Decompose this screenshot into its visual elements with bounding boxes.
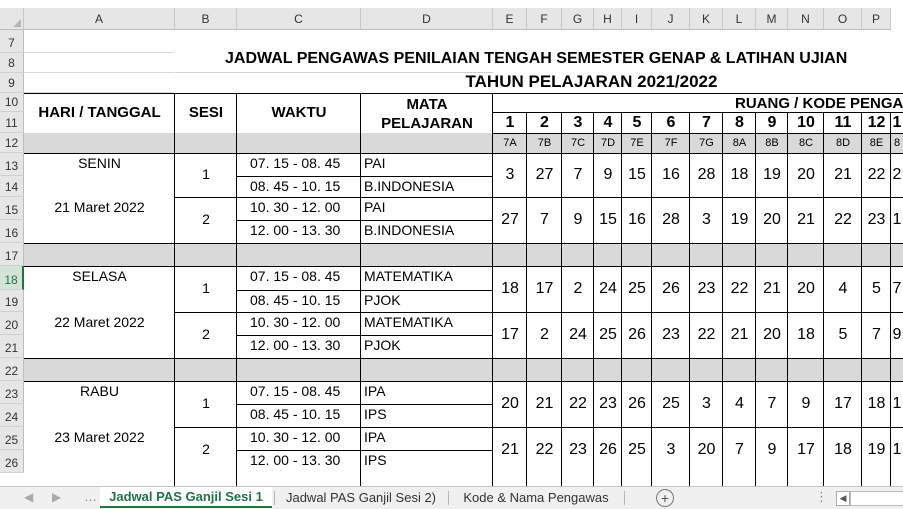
header-sesi: SESI: [188, 104, 224, 121]
table-border: [237, 404, 493, 405]
proctor-code: 26: [628, 326, 646, 343]
room-code: 8C: [798, 137, 814, 149]
proctor-code: 2: [540, 326, 549, 343]
subject-name: IPS: [364, 452, 387, 468]
proctor-code: 5: [872, 280, 881, 297]
proctor-code: 23: [867, 211, 886, 228]
room-code: 7A: [503, 137, 517, 149]
table-border: [861, 112, 862, 486]
proctor-code: 25: [599, 326, 617, 343]
table-border: [561, 112, 562, 486]
proctor-code: 17: [501, 326, 519, 343]
proctor-code: 9: [801, 395, 811, 412]
column-header-M[interactable]: M: [756, 8, 788, 30]
row-header-24[interactable]: 24: [0, 404, 24, 427]
time-slot: 07. 15 - 08. 45: [250, 268, 341, 284]
gridline: [24, 52, 174, 53]
proctor-code: 1: [892, 211, 902, 228]
subject-name: B.INDONESIA: [364, 178, 455, 194]
gridline: [24, 72, 174, 73]
room-number: 9: [767, 114, 777, 131]
column-header-A[interactable]: A: [24, 8, 175, 30]
proctor-code: 2: [892, 166, 902, 183]
room-code: 7F: [664, 137, 678, 149]
scroll-next-sheet-icon[interactable]: ▶: [52, 490, 62, 504]
proctor-code: 20: [697, 441, 716, 458]
subject-name: B.INDONESIA: [364, 222, 455, 238]
proctor-code: 15: [599, 211, 617, 228]
proctor-code: 25: [628, 441, 646, 458]
proctor-code: 9: [573, 211, 583, 228]
subject-name: IPS: [364, 406, 387, 422]
session-number: 1: [202, 395, 210, 411]
column-header-O[interactable]: O: [824, 8, 862, 30]
room-code: 7D: [600, 137, 616, 149]
proctor-code: 1: [892, 441, 902, 458]
row-header-7[interactable]: 7: [0, 30, 24, 53]
row-header-12[interactable]: 12: [0, 133, 24, 153]
tab-separator: [624, 491, 625, 505]
header-waktu: WAKTU: [271, 104, 327, 121]
subject-name: MATEMATIKA: [364, 268, 453, 284]
horizontal-scroll-left-icon[interactable]: ◀: [836, 491, 850, 506]
table-border: [24, 358, 903, 359]
table-border: [24, 266, 903, 267]
time-slot: 07. 15 - 08. 45: [250, 155, 341, 171]
proctor-code: 19: [867, 441, 886, 458]
proctor-code: 19: [763, 166, 781, 183]
proctor-code: 4: [735, 395, 744, 412]
column-header-L[interactable]: L: [723, 8, 756, 30]
column-header-F[interactable]: F: [527, 8, 562, 30]
row-header-18[interactable]: 18: [0, 266, 24, 290]
tab-overflow-ellipsis[interactable]: …: [84, 489, 97, 504]
room-number: 12: [867, 114, 886, 131]
proctor-code: 21: [763, 280, 781, 297]
time-slot: 10. 30 - 12. 00: [250, 314, 341, 330]
proctor-code: 9: [767, 441, 777, 458]
proctor-code: 28: [662, 211, 680, 228]
column-header-C[interactable]: C: [237, 8, 361, 30]
proctor-code: 18: [834, 441, 852, 458]
column-header-P[interactable]: P: [862, 8, 891, 30]
proctor-code: 9: [603, 166, 613, 183]
row-header-22[interactable]: 22: [0, 358, 24, 381]
proctor-code: 21: [535, 395, 554, 412]
time-slot: 12. 00 - 13. 30: [250, 337, 341, 353]
title-line2: TAHUN PELAJARAN 2021/2022: [465, 72, 718, 91]
proctor-code: 21: [797, 211, 815, 228]
session-number: 2: [202, 326, 210, 342]
sheet-tab[interactable]: Jadwal PAS Ganjil Sesi 2): [285, 490, 437, 505]
proctor-code: 22: [697, 326, 716, 343]
proctor-code: 26: [662, 280, 680, 297]
tab-separator: [274, 491, 275, 505]
room-code: 8A: [732, 137, 747, 149]
proctor-code: 2: [573, 280, 583, 297]
proctor-code: 18: [867, 395, 886, 412]
table-border: [175, 312, 903, 313]
proctor-code: 17: [535, 280, 554, 297]
row-header-13[interactable]: 13: [0, 153, 24, 176]
proctor-code: 22: [867, 166, 886, 183]
proctor-code: 20: [797, 280, 815, 297]
table-border: [823, 112, 824, 486]
proctor-code: 3: [666, 441, 676, 458]
column-header-B[interactable]: B: [175, 8, 237, 30]
row-header-11[interactable]: 11: [0, 112, 24, 133]
time-slot: 07. 15 - 08. 45: [250, 383, 341, 399]
table-border: [24, 153, 903, 154]
table-border: [621, 112, 622, 486]
proctor-code: 4: [838, 280, 848, 297]
day-name: RABU: [80, 383, 119, 399]
room-number: 6: [666, 114, 676, 131]
proctor-code: 28: [697, 166, 716, 183]
proctor-code: 9: [892, 326, 902, 343]
row-header-19[interactable]: 19: [0, 290, 24, 312]
table-border: [237, 450, 493, 451]
proctor-code: 7: [767, 395, 777, 412]
table-border: [237, 176, 493, 177]
title-line1: JADWAL PENGAWAS PENILAIAN TENGAH SEMESTER GENAP & LATIHAN UJIAN: [225, 50, 848, 67]
day-date: 22 Maret 2022: [54, 314, 145, 330]
sheet-tab-bar: [0, 486, 903, 509]
proctor-code: 16: [662, 166, 680, 183]
row-header-14[interactable]: 14: [0, 176, 24, 197]
sheet-tab[interactable]: Jadwal PAS Ganjil Sesi 1: [100, 487, 272, 508]
add-sheet-icon[interactable]: +: [656, 489, 674, 507]
room-code: 8D: [835, 137, 851, 149]
proctor-code: 26: [628, 395, 646, 412]
proctor-code: 3: [702, 211, 711, 228]
table-border: [689, 112, 690, 486]
subject-name: MATEMATIKA: [364, 314, 453, 330]
room-code: 8: [893, 137, 901, 149]
row-header-10[interactable]: 10: [0, 93, 24, 112]
proctor-code: 25: [662, 395, 680, 412]
separator-band: [24, 358, 903, 381]
proctor-code: 21: [730, 326, 749, 343]
row-header-20[interactable]: 20: [0, 312, 24, 335]
proctor-code: 7: [735, 441, 744, 458]
header-pelajaran: PELAJARAN: [381, 115, 473, 132]
room-number: 8: [735, 114, 744, 131]
proctor-code: 24: [569, 326, 587, 343]
proctor-code: 20: [763, 326, 781, 343]
row-header-23[interactable]: 23: [0, 381, 24, 404]
table-border: [722, 112, 723, 486]
table-border: [890, 112, 891, 486]
proctor-code: 23: [599, 395, 617, 412]
subject-name: PAI: [364, 155, 386, 171]
day-name: SENIN: [78, 155, 121, 171]
proctor-code: 18: [501, 280, 519, 297]
column-header-J[interactable]: J: [652, 8, 690, 30]
room-number: 4: [603, 114, 613, 131]
proctor-code: 22: [730, 280, 749, 297]
subject-name: PJOK: [364, 292, 401, 308]
room-number: 1: [892, 114, 902, 131]
row-header-21[interactable]: 21: [0, 335, 24, 358]
proctor-code: 18: [797, 326, 815, 343]
row-header-25[interactable]: 25: [0, 427, 24, 450]
room-number: 10: [797, 114, 815, 131]
row-header-15[interactable]: 15: [0, 197, 24, 220]
table-border: [175, 427, 903, 428]
proctor-code: 23: [697, 280, 716, 297]
column-header-K[interactable]: K: [690, 8, 723, 30]
proctor-code: 17: [834, 395, 852, 412]
proctor-code: 22: [535, 441, 554, 458]
row-header-16[interactable]: 16: [0, 220, 24, 243]
proctor-code: 19: [730, 211, 749, 228]
proctor-code: 24: [599, 280, 617, 297]
proctor-code: 21: [501, 441, 519, 458]
proctor-code: 17: [797, 441, 815, 458]
room-code: 7B: [537, 137, 552, 149]
header-mata: MATA: [406, 96, 448, 113]
proctor-code: 1: [892, 395, 902, 412]
subject-name: PAI: [364, 199, 386, 215]
proctor-code: 7: [573, 166, 583, 183]
room-code: 7C: [570, 137, 586, 149]
row-header-26[interactable]: 26: [0, 450, 24, 473]
column-header-H[interactable]: H: [594, 8, 622, 30]
room-number: 1: [505, 114, 515, 131]
time-slot: 10. 30 - 12. 00: [250, 429, 341, 445]
session-number: 1: [202, 280, 210, 296]
subject-name: IPA: [364, 383, 386, 399]
time-slot: 12. 00 - 13. 30: [250, 452, 341, 468]
table-border: [755, 112, 756, 486]
time-slot: 10. 30 - 12. 00: [250, 199, 341, 215]
proctor-code: 16: [628, 211, 646, 228]
room-number: 7: [702, 114, 711, 131]
column-header-N[interactable]: N: [788, 8, 824, 30]
scroll-first-sheet-icon[interactable]: ◀: [24, 490, 34, 504]
proctor-code: 23: [662, 326, 680, 343]
table-border: [526, 112, 527, 486]
table-border: [24, 93, 903, 94]
room-code: 8B: [765, 137, 779, 149]
room-number: 11: [834, 114, 852, 131]
time-slot: 08. 45 - 10. 15: [250, 292, 341, 308]
room-code: 8E: [869, 137, 884, 149]
proctor-code: 18: [730, 166, 749, 183]
table-border: [787, 112, 788, 486]
table-border: [651, 112, 652, 486]
time-slot: 12. 00 - 13. 30: [250, 222, 341, 238]
session-number: 2: [202, 211, 210, 227]
horizontal-scrollbar[interactable]: [850, 491, 903, 506]
table-border: [237, 335, 493, 336]
column-header-E[interactable]: E: [493, 8, 527, 30]
proctor-code: 7: [892, 280, 902, 297]
sheet-tab[interactable]: Kode & Nama Pengawas: [463, 490, 609, 505]
proctor-code: 7: [872, 326, 881, 343]
row-header-9[interactable]: 9: [0, 73, 24, 93]
table-border: [24, 243, 903, 244]
column-header-D[interactable]: D: [361, 8, 493, 30]
room-code: 7E: [630, 137, 644, 149]
room-number: 3: [573, 114, 583, 131]
proctor-code: 25: [628, 280, 646, 297]
time-slot: 08. 45 - 10. 15: [250, 406, 341, 422]
subject-name: PJOK: [364, 337, 401, 353]
table-border: [24, 381, 903, 382]
proctor-code: 20: [797, 166, 815, 183]
time-slot: 08. 45 - 10. 15: [250, 178, 341, 194]
proctor-code: 27: [501, 211, 519, 228]
tab-separator: [448, 491, 449, 505]
proctor-code: 7: [540, 211, 549, 228]
subject-name: IPA: [364, 429, 386, 445]
proctor-code: 15: [628, 166, 646, 183]
proctor-code: 3: [702, 395, 711, 412]
row-header-8[interactable]: 8: [0, 53, 24, 73]
session-number: 2: [202, 441, 210, 457]
proctor-code: 5: [838, 326, 848, 343]
day-date: 21 Maret 2022: [54, 199, 145, 215]
table-border: [493, 133, 903, 134]
proctor-code: 27: [535, 166, 554, 183]
more-options-icon[interactable]: ⋮: [815, 489, 828, 504]
proctor-code: 22: [834, 211, 852, 228]
room-number: 5: [632, 114, 642, 131]
table-border: [493, 112, 903, 113]
header-ruang-kode-pengawas: RUANG / KODE PENGA: [735, 95, 903, 112]
row-header-17[interactable]: 17: [0, 243, 24, 266]
header-hari-tanggal: HARI / TANGGAL: [38, 104, 161, 121]
proctor-code: 20: [501, 395, 519, 412]
table-border: [237, 290, 493, 291]
room-number: 2: [540, 114, 549, 131]
proctor-code: 3: [505, 166, 515, 183]
room-code: 7G: [699, 137, 714, 149]
column-header-G[interactable]: G: [562, 8, 594, 30]
proctor-code: 20: [763, 211, 781, 228]
select-all-corner[interactable]: [0, 8, 24, 30]
day-name: SELASA: [72, 268, 127, 284]
table-border: [175, 197, 903, 198]
proctor-code: 23: [569, 441, 587, 458]
table-border: [237, 220, 493, 221]
table-border: [593, 112, 594, 486]
column-header-I[interactable]: I: [622, 8, 652, 30]
proctor-code: 26: [599, 441, 617, 458]
separator-band: [24, 243, 903, 266]
proctor-code: 22: [569, 395, 587, 412]
session-number: 1: [202, 166, 210, 182]
day-date: 23 Maret 2022: [54, 429, 145, 445]
proctor-code: 21: [834, 166, 852, 183]
